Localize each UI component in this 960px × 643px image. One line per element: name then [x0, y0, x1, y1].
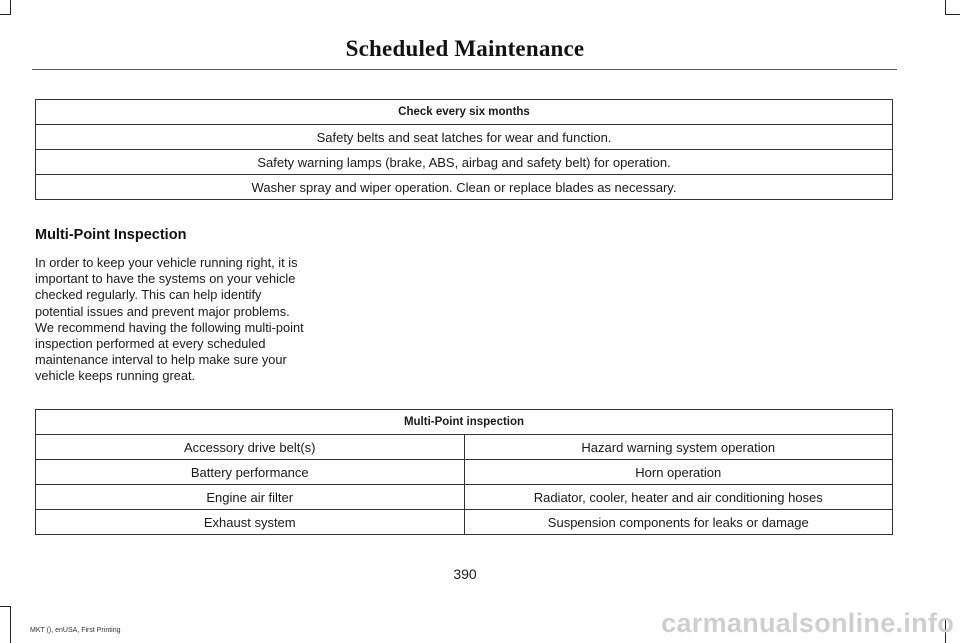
table-heading: Check every six months	[36, 100, 893, 125]
crop-mark-top-right	[945, 0, 946, 14]
table-cell-right: Radiator, cooler, heater and air conditioning hoses	[464, 485, 893, 510]
table-row	[36, 485, 893, 510]
edition-footer: MKT (), enUSA, First Printing	[30, 627, 121, 634]
watermark: carmanualsonline.info	[661, 608, 954, 638]
table-cell: Safety belts and seat latches for wear and function.	[36, 125, 893, 150]
crop-mark-top-right	[945, 14, 960, 15]
page-number: 390	[453, 566, 477, 582]
table-cell-left: Exhaust system	[36, 510, 465, 535]
page-title: Scheduled Maintenance	[345, 36, 585, 61]
table-cell-left: Accessory drive belt(s)	[36, 435, 465, 460]
table-cell: Washer spray and wiper operation. Clean or replace blades as necessary.	[36, 175, 893, 200]
crop-mark-bottom-left	[0, 606, 11, 607]
crop-mark-bottom-left	[10, 606, 11, 643]
table-cell-right: Hazard warning system operation	[464, 435, 893, 460]
section-heading: Multi-Point Inspection	[35, 227, 187, 243]
table-row	[36, 175, 893, 200]
table-cell-right: Suspension components for leaks or damage	[464, 510, 893, 535]
table-row	[36, 125, 893, 150]
table-cell: Safety warning lamps (brake, ABS, airbag and safety belt) for operation.	[36, 150, 893, 175]
six-month-check-table	[35, 99, 893, 200]
table-row	[36, 150, 893, 175]
table-header-row	[36, 410, 893, 435]
table-cell-right: Horn operation	[464, 460, 893, 485]
table-cell-left: Battery performance	[36, 460, 465, 485]
table-heading: Multi-Point inspection	[36, 410, 893, 435]
crop-mark-top-left	[10, 0, 11, 14]
table-row	[36, 435, 893, 460]
table-row	[36, 460, 893, 485]
table-header-row	[36, 100, 893, 125]
section-body-text: In order to keep your vehicle running right, it is important to have the systems on your vehicle checked regularly. This can help identify potential issues and prevent major problems. We recommend having the following multi-point inspection performed at every scheduled maintenance interval to help make sure your vehicle keeps running great.	[35, 255, 304, 384]
multipoint-inspection-table	[35, 409, 893, 535]
table-row	[36, 510, 893, 535]
header-divider	[32, 69, 897, 70]
table-cell-left: Engine air filter	[36, 485, 465, 510]
crop-mark-top-left	[0, 14, 11, 15]
